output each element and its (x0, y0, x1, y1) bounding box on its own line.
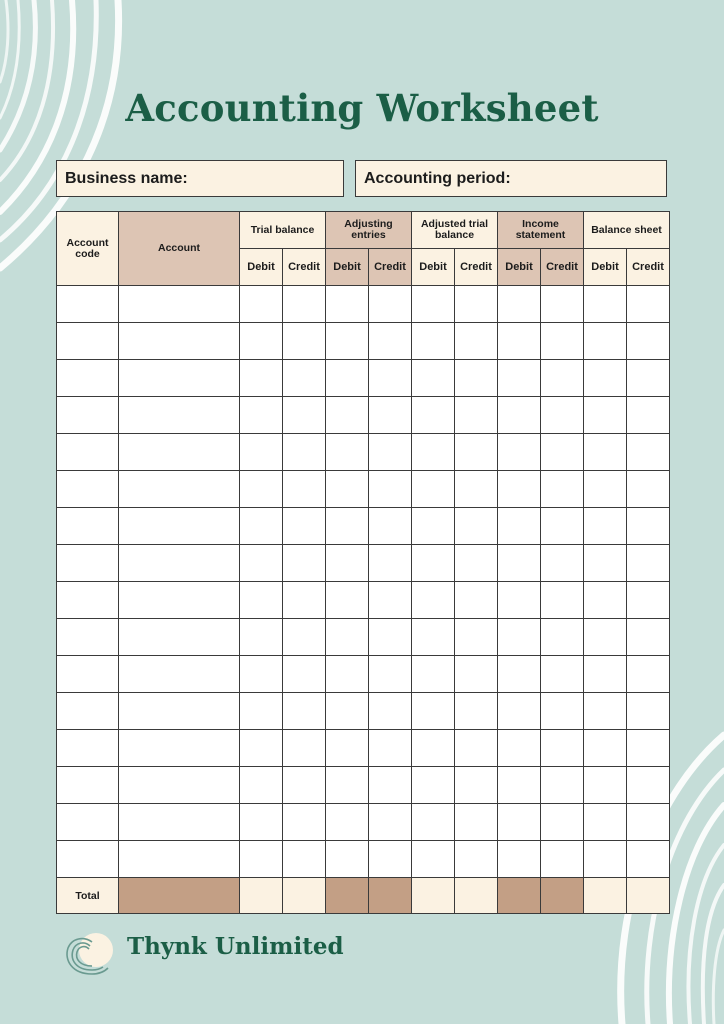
table-cell[interactable] (498, 841, 541, 878)
table-cell[interactable] (57, 730, 119, 767)
table-cell[interactable] (369, 434, 412, 471)
table-cell[interactable] (57, 360, 119, 397)
table-cell[interactable] (326, 397, 369, 434)
total-trial-balance-debit[interactable] (240, 878, 283, 914)
table-cell[interactable] (119, 656, 240, 693)
table-cell[interactable] (326, 582, 369, 619)
total-adjusting-entries-credit[interactable] (369, 878, 412, 914)
table-cell[interactable] (283, 841, 326, 878)
table-cell[interactable] (57, 545, 119, 582)
table-cell[interactable] (498, 545, 541, 582)
table-cell[interactable] (412, 730, 455, 767)
table-cell[interactable] (455, 286, 498, 323)
table-cell[interactable] (240, 397, 283, 434)
table-cell[interactable] (369, 360, 412, 397)
account-code-header: Account code (57, 212, 119, 286)
table-row (57, 730, 670, 767)
table-cell[interactable] (412, 508, 455, 545)
trial-balance-header: Trial balance (240, 212, 326, 249)
table-cell[interactable] (412, 434, 455, 471)
table-cell[interactable] (412, 767, 455, 804)
table-cell[interactable] (627, 730, 670, 767)
table-cell[interactable] (498, 508, 541, 545)
total-income-statement-debit[interactable] (498, 878, 541, 914)
table-cell[interactable] (541, 545, 584, 582)
accounting-period-field[interactable] (355, 160, 667, 197)
table-cell[interactable] (584, 360, 627, 397)
table-cell[interactable] (119, 471, 240, 508)
table-cell[interactable] (584, 582, 627, 619)
table-cell[interactable] (326, 841, 369, 878)
table-cell[interactable] (541, 508, 584, 545)
table-cell[interactable] (119, 767, 240, 804)
table-cell[interactable] (283, 619, 326, 656)
table-cell[interactable] (627, 619, 670, 656)
table-cell[interactable] (283, 323, 326, 360)
adjusting-entries-credit-header: Credit (369, 249, 412, 286)
table-cell[interactable] (283, 360, 326, 397)
table-row (57, 508, 670, 545)
income-statement-header: Income statement (498, 212, 584, 249)
table-cell[interactable] (240, 841, 283, 878)
table-cell[interactable] (326, 323, 369, 360)
table-cell[interactable] (627, 471, 670, 508)
balance-sheet-debit-header: Debit (584, 249, 627, 286)
total-balance-sheet-debit[interactable] (584, 878, 627, 914)
adjusted-trial-balance-header: Adjusted trial balance (412, 212, 498, 249)
table-cell[interactable] (498, 286, 541, 323)
table-cell[interactable] (240, 471, 283, 508)
table-row (57, 804, 670, 841)
table-cell[interactable] (627, 767, 670, 804)
table-cell[interactable] (627, 656, 670, 693)
table-cell[interactable] (541, 582, 584, 619)
table-cell[interactable] (283, 804, 326, 841)
total-adjusting-entries-debit[interactable] (326, 878, 369, 914)
table-cell[interactable] (455, 434, 498, 471)
table-cell[interactable] (412, 804, 455, 841)
table-cell[interactable] (584, 286, 627, 323)
total-account-cell[interactable] (119, 878, 240, 914)
table-cell[interactable] (627, 323, 670, 360)
table-cell[interactable] (240, 434, 283, 471)
adjusting-entries-header: Adjusting entries (326, 212, 412, 249)
brand-logo-icon (62, 930, 118, 980)
table-cell[interactable] (541, 286, 584, 323)
table-cell[interactable] (369, 397, 412, 434)
table-cell[interactable] (627, 841, 670, 878)
trial-balance-credit-header: Credit (283, 249, 326, 286)
table-cell[interactable] (455, 841, 498, 878)
table-cell[interactable] (240, 508, 283, 545)
table-cell[interactable] (584, 656, 627, 693)
table-cell[interactable] (369, 286, 412, 323)
table-cell[interactable] (584, 767, 627, 804)
account-header: Account (119, 212, 240, 286)
table-cell[interactable] (57, 841, 119, 878)
table-cell[interactable] (119, 286, 240, 323)
table-row (57, 582, 670, 619)
table-cell[interactable] (412, 360, 455, 397)
table-cell[interactable] (57, 286, 119, 323)
income-statement-debit-header: Debit (498, 249, 541, 286)
table-cell[interactable] (541, 730, 584, 767)
table-cell[interactable] (455, 471, 498, 508)
table-cell[interactable] (369, 841, 412, 878)
table-row (57, 619, 670, 656)
table-cell[interactable] (541, 360, 584, 397)
business-name-field[interactable] (56, 160, 344, 197)
table-cell[interactable] (584, 508, 627, 545)
table-cell[interactable] (455, 804, 498, 841)
table-cell[interactable] (627, 545, 670, 582)
table-cell[interactable] (541, 471, 584, 508)
table-cell[interactable] (57, 397, 119, 434)
total-adjusted-trial-balance-credit[interactable] (455, 878, 498, 914)
table-cell[interactable] (240, 360, 283, 397)
table-cell[interactable] (283, 767, 326, 804)
table-cell[interactable] (627, 804, 670, 841)
table-cell[interactable] (455, 360, 498, 397)
table-cell[interactable] (584, 619, 627, 656)
table-cell[interactable] (584, 693, 627, 730)
table-cell[interactable] (369, 693, 412, 730)
table-cell[interactable] (498, 656, 541, 693)
table-cell[interactable] (119, 360, 240, 397)
table-cell[interactable] (240, 619, 283, 656)
table-cell[interactable] (119, 841, 240, 878)
table-cell[interactable] (240, 656, 283, 693)
table-cell[interactable] (584, 545, 627, 582)
table-cell[interactable] (541, 804, 584, 841)
table-cell[interactable] (369, 582, 412, 619)
table-cell[interactable] (498, 804, 541, 841)
table-cell[interactable] (119, 434, 240, 471)
table-cell[interactable] (369, 471, 412, 508)
table-cell[interactable] (326, 804, 369, 841)
table-row (57, 323, 670, 360)
table-cell[interactable] (412, 619, 455, 656)
table-cell[interactable] (412, 656, 455, 693)
table-cell[interactable] (240, 545, 283, 582)
table-cell[interactable] (541, 656, 584, 693)
table-cell[interactable] (455, 397, 498, 434)
table-cell[interactable] (240, 286, 283, 323)
table-cell[interactable] (57, 767, 119, 804)
table-cell[interactable] (240, 767, 283, 804)
table-cell[interactable] (57, 434, 119, 471)
table-row (57, 397, 670, 434)
table-cell[interactable] (369, 656, 412, 693)
table-cell[interactable] (283, 434, 326, 471)
table-cell[interactable] (240, 804, 283, 841)
table-cell[interactable] (283, 656, 326, 693)
table-cell[interactable] (326, 767, 369, 804)
table-cell[interactable] (119, 804, 240, 841)
table-cell[interactable] (283, 545, 326, 582)
table-cell[interactable] (240, 323, 283, 360)
total-balance-sheet-credit[interactable] (627, 878, 670, 914)
table-cell[interactable] (412, 323, 455, 360)
table-row (57, 286, 670, 323)
table-cell[interactable] (541, 693, 584, 730)
table-cell[interactable] (412, 397, 455, 434)
table-cell[interactable] (541, 619, 584, 656)
table-cell[interactable] (541, 841, 584, 878)
table-cell[interactable] (412, 545, 455, 582)
table-cell[interactable] (119, 730, 240, 767)
table-cell[interactable] (455, 323, 498, 360)
table-cell[interactable] (627, 693, 670, 730)
table-cell[interactable] (498, 730, 541, 767)
table-cell[interactable] (584, 841, 627, 878)
table-cell[interactable] (119, 397, 240, 434)
table-cell[interactable] (455, 582, 498, 619)
table-cell[interactable] (412, 286, 455, 323)
table-cell[interactable] (326, 360, 369, 397)
table-cell[interactable] (498, 434, 541, 471)
table-cell[interactable] (627, 582, 670, 619)
adjusted-trial-balance-debit-header: Debit (412, 249, 455, 286)
table-cell[interactable] (326, 656, 369, 693)
table-row (57, 360, 670, 397)
table-cell[interactable] (455, 508, 498, 545)
table-cell[interactable] (326, 693, 369, 730)
total-trial-balance-credit[interactable] (283, 878, 326, 914)
table-cell[interactable] (455, 767, 498, 804)
table-cell[interactable] (283, 693, 326, 730)
table-cell[interactable] (498, 397, 541, 434)
table-cell[interactable] (326, 545, 369, 582)
table-row (57, 434, 670, 471)
table-cell[interactable] (326, 434, 369, 471)
accounting-period-label: Accounting period: (364, 170, 511, 187)
business-name-label: Business name: (65, 170, 188, 187)
table-cell[interactable] (283, 471, 326, 508)
table-cell[interactable] (326, 619, 369, 656)
table-cell[interactable] (119, 582, 240, 619)
table-cell[interactable] (369, 804, 412, 841)
table-cell[interactable] (498, 323, 541, 360)
table-cell[interactable] (627, 397, 670, 434)
total-adjusted-trial-balance-debit[interactable] (412, 878, 455, 914)
table-cell[interactable] (119, 545, 240, 582)
table-cell[interactable] (498, 360, 541, 397)
table-cell[interactable] (584, 730, 627, 767)
table-cell[interactable] (57, 323, 119, 360)
worksheet-table (56, 211, 670, 914)
table-cell[interactable] (455, 656, 498, 693)
table-cell[interactable] (240, 730, 283, 767)
adjusted-trial-balance-credit-header: Credit (455, 249, 498, 286)
table-cell[interactable] (541, 323, 584, 360)
table-cell[interactable] (57, 693, 119, 730)
total-label: Total (57, 878, 119, 914)
table-cell[interactable] (584, 434, 627, 471)
table-cell[interactable] (584, 323, 627, 360)
balance-sheet-header: Balance sheet (584, 212, 670, 249)
table-cell[interactable] (627, 434, 670, 471)
table-cell[interactable] (412, 582, 455, 619)
table-cell[interactable] (498, 619, 541, 656)
table-row (57, 656, 670, 693)
table-cell[interactable] (455, 619, 498, 656)
table-cell[interactable] (455, 693, 498, 730)
table-cell[interactable] (455, 545, 498, 582)
table-cell[interactable] (369, 545, 412, 582)
table-cell[interactable] (498, 471, 541, 508)
table-cell[interactable] (412, 693, 455, 730)
table-cell[interactable] (119, 508, 240, 545)
table-cell[interactable] (283, 286, 326, 323)
table-cell[interactable] (240, 582, 283, 619)
table-cell[interactable] (57, 619, 119, 656)
table-cell[interactable] (541, 767, 584, 804)
table-cell[interactable] (541, 397, 584, 434)
table-cell[interactable] (584, 804, 627, 841)
table-cell[interactable] (283, 508, 326, 545)
table-row (57, 545, 670, 582)
table-cell[interactable] (326, 286, 369, 323)
table-cell[interactable] (57, 656, 119, 693)
table-cell[interactable] (369, 767, 412, 804)
table-cell[interactable] (283, 730, 326, 767)
table-row (57, 841, 670, 878)
table-cell[interactable] (584, 471, 627, 508)
table-cell[interactable] (369, 619, 412, 656)
table-cell[interactable] (326, 730, 369, 767)
table-cell[interactable] (326, 471, 369, 508)
table-cell[interactable] (498, 767, 541, 804)
table-cell[interactable] (119, 323, 240, 360)
table-cell[interactable] (119, 619, 240, 656)
table-cell[interactable] (57, 471, 119, 508)
table-cell[interactable] (498, 582, 541, 619)
table-cell[interactable] (455, 730, 498, 767)
table-cell[interactable] (498, 693, 541, 730)
trial-balance-debit-header: Debit (240, 249, 283, 286)
table-cell[interactable] (627, 360, 670, 397)
table-cell[interactable] (369, 508, 412, 545)
table-cell[interactable] (584, 397, 627, 434)
table-cell[interactable] (57, 508, 119, 545)
page-title: Accounting Worksheet (125, 86, 599, 130)
balance-sheet-credit-header: Credit (627, 249, 670, 286)
table-cell[interactable] (119, 693, 240, 730)
table-cell[interactable] (283, 397, 326, 434)
total-row (57, 878, 670, 914)
table-row (57, 767, 670, 804)
income-statement-credit-header: Credit (541, 249, 584, 286)
table-cell[interactable] (369, 323, 412, 360)
table-cell[interactable] (627, 508, 670, 545)
total-income-statement-credit[interactable] (541, 878, 584, 914)
table-cell[interactable] (412, 841, 455, 878)
table-cell[interactable] (541, 434, 584, 471)
table-cell[interactable] (369, 730, 412, 767)
table-cell[interactable] (326, 508, 369, 545)
brand-name: Thynk Unlimited (127, 933, 344, 960)
table-cell[interactable] (283, 582, 326, 619)
table-cell[interactable] (57, 582, 119, 619)
table-cell[interactable] (412, 471, 455, 508)
table-cell[interactable] (57, 804, 119, 841)
table-cell[interactable] (627, 286, 670, 323)
table-row (57, 693, 670, 730)
table-row (57, 471, 670, 508)
table-cell[interactable] (240, 693, 283, 730)
adjusting-entries-debit-header: Debit (326, 249, 369, 286)
